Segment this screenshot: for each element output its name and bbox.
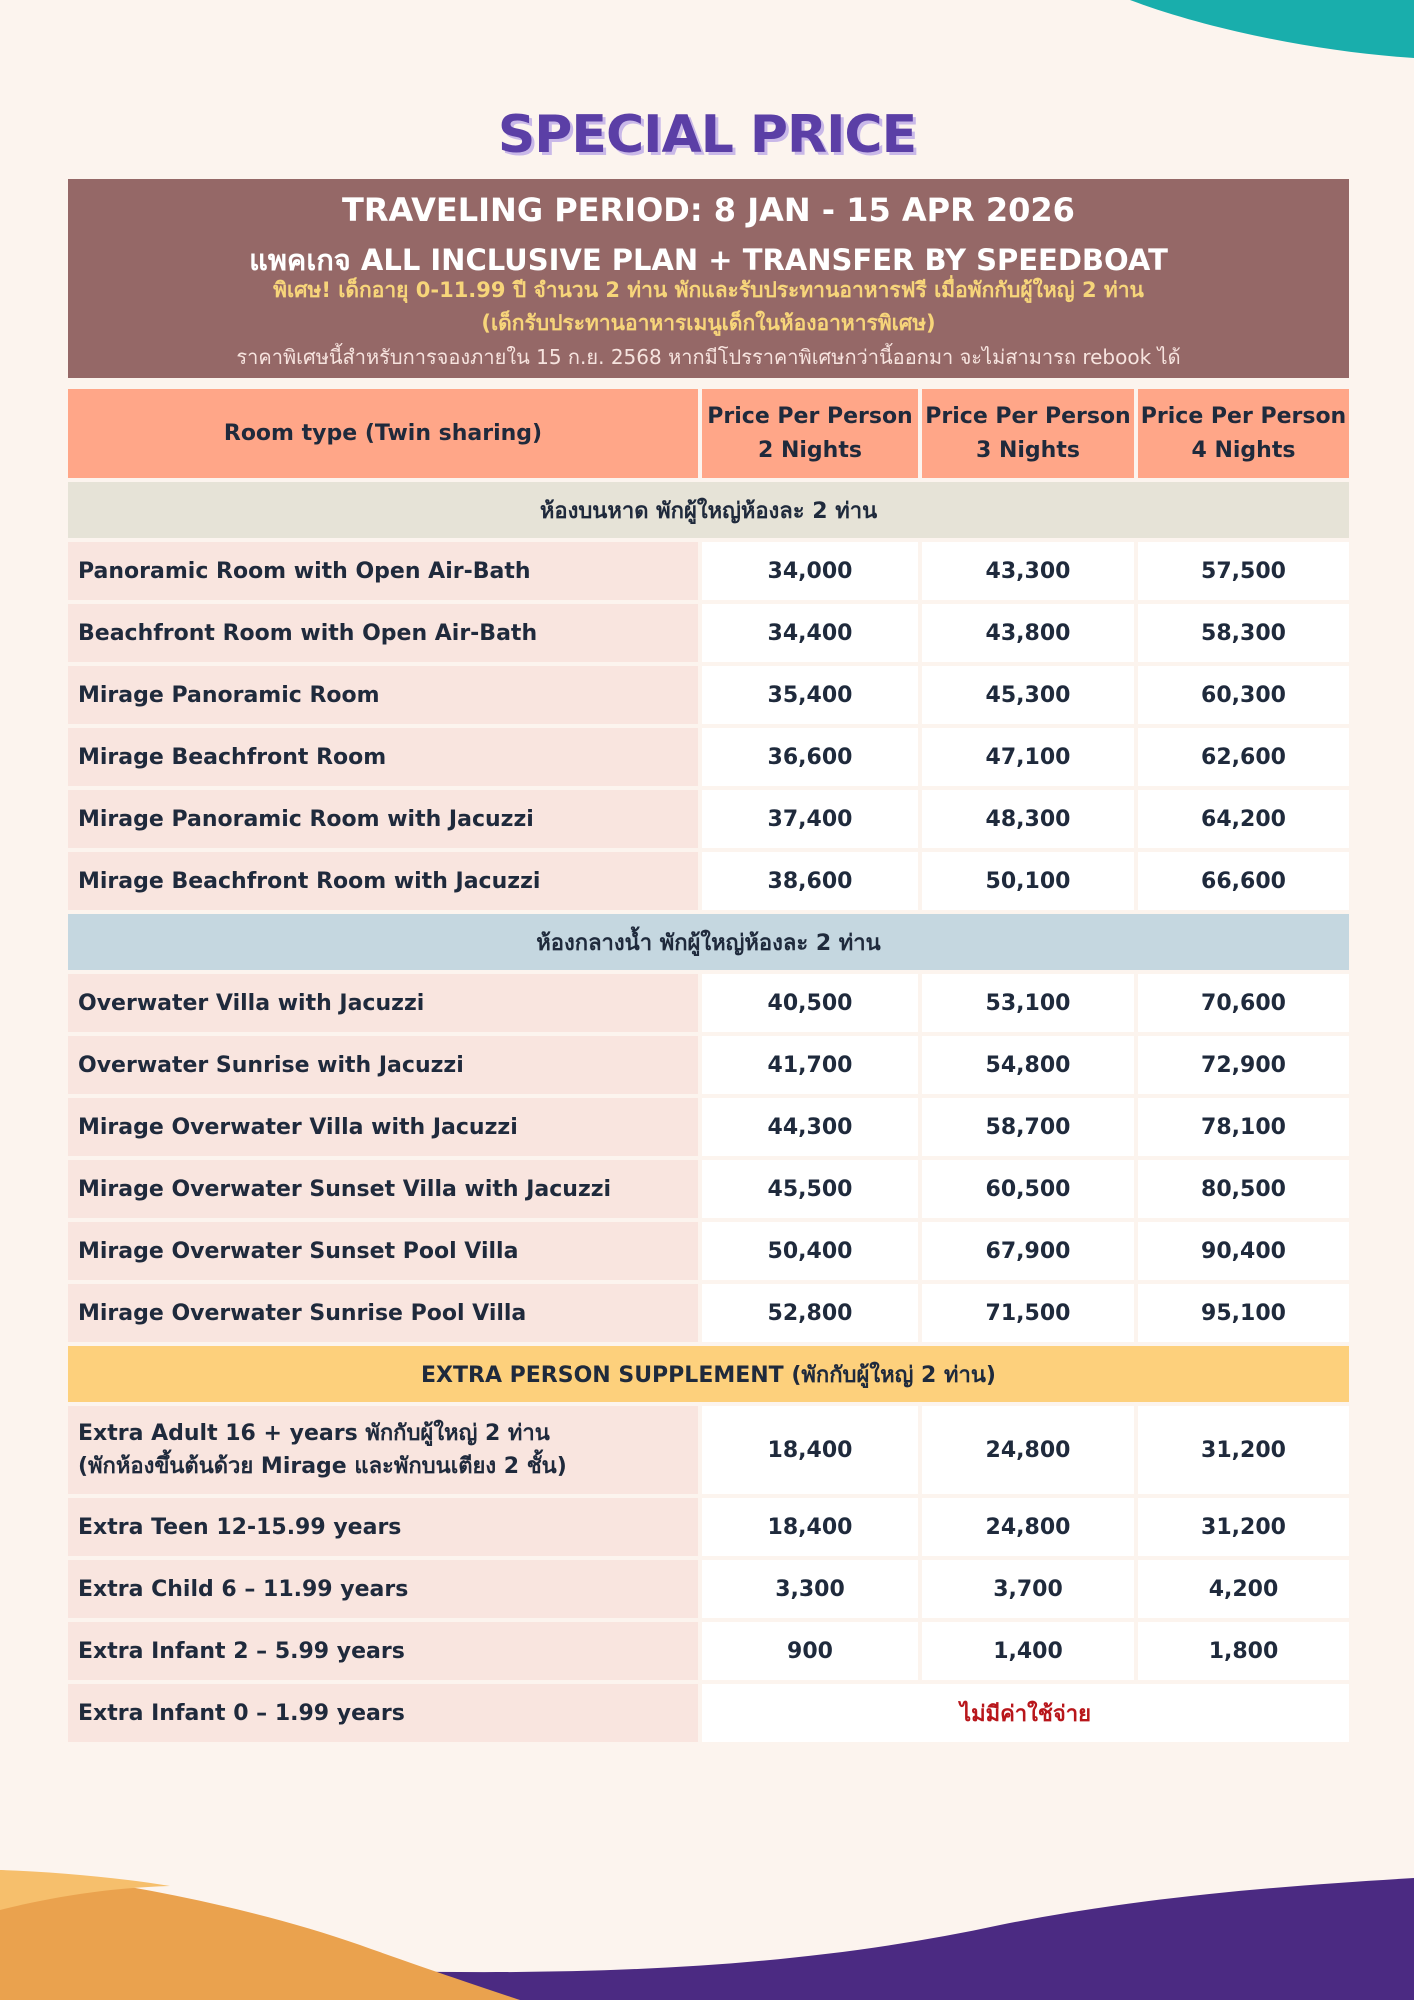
price-3-nights: 71,500 <box>922 1284 1134 1342</box>
room-name: Mirage Overwater Villa with Jacuzzi <box>68 1098 698 1156</box>
header-2-nights <box>702 389 918 478</box>
price-4-nights: 62,600 <box>1138 728 1349 786</box>
room-name: Mirage Panoramic Room with Jacuzzi <box>68 790 698 848</box>
room-name: Mirage Beachfront Room with Jacuzzi <box>68 852 698 910</box>
room-name <box>68 1406 698 1494</box>
price-2-nights: 36,600 <box>702 728 918 786</box>
price-3-nights: 1,400 <box>922 1622 1134 1680</box>
price-4-nights: 58,300 <box>1138 604 1349 662</box>
price-4-nights: 57,500 <box>1138 542 1349 600</box>
price-2-nights: 52,800 <box>702 1284 918 1342</box>
table-row <box>68 604 1349 662</box>
section-beach-rooms: ห้องบนหาด พักผู้ใหญ่ห้องละ 2 ท่าน <box>68 482 1349 538</box>
price-4-nights: 64,200 <box>1138 790 1349 848</box>
price-3-nights: 43,800 <box>922 604 1134 662</box>
table-row <box>68 1498 1349 1556</box>
table-row <box>68 728 1349 786</box>
header-4-nights-line1: Price Per Person <box>1140 403 1347 429</box>
price-2-nights: 38,600 <box>702 852 918 910</box>
special-offer-note: (เด็กรับประทานอาหารเมนูเด็กในห้องอาหารพิเศษ) <box>481 311 936 335</box>
table-row <box>68 1622 1349 1680</box>
table-row <box>68 666 1349 724</box>
room-name: Extra Teen 12-15.99 years <box>68 1498 698 1556</box>
header-3-nights-line2: 3 Nights <box>976 437 1080 463</box>
header-3-nights <box>922 389 1134 478</box>
price-4-nights: 70,600 <box>1138 974 1349 1032</box>
room-name-line2: (พักห้องขึ้นต้นด้วย Mirage และพักบนเตียง 2 ชั้น) <box>78 1454 567 1479</box>
price-2-nights: 45,500 <box>702 1160 918 1218</box>
room-name: Mirage Panoramic Room <box>68 666 698 724</box>
room-name-line1: Extra Adult 16 + years พักกับผู้ใหญ่ 2 ท่าน <box>78 1421 550 1446</box>
section-overwater-rooms: ห้องกลางน้ำ พักผู้ใหญ่ห้องละ 2 ท่าน <box>68 914 1349 970</box>
room-name: Extra Infant 0 – 1.99 years <box>68 1684 698 1742</box>
header-3-nights-line1: Price Per Person <box>925 403 1131 429</box>
price-4-nights: 90,400 <box>1138 1222 1349 1280</box>
price-2-nights: 44,300 <box>702 1098 918 1156</box>
header-2-nights-line1: Price Per Person <box>707 403 913 429</box>
price-2-nights: 37,400 <box>702 790 918 848</box>
price-3-nights: 24,800 <box>922 1406 1134 1494</box>
table-row <box>68 1284 1349 1342</box>
price-4-nights: 78,100 <box>1138 1098 1349 1156</box>
table-header-row <box>68 389 1349 478</box>
booking-condition-note: ราคาพิเศษนี้สำหรับการจองภายใน 15 ก.ย. 2568 หากมีโปรราคาพิเศษกว่านี้ออกมา จะไม่สามารถ rebook ได้ <box>236 345 1181 369</box>
price-2-nights: 34,400 <box>702 604 918 662</box>
price-3-nights: 3,700 <box>922 1560 1134 1618</box>
room-name: Panoramic Room with Open Air-Bath <box>68 542 698 600</box>
price-2-nights: 3,300 <box>702 1560 918 1618</box>
room-name: Mirage Overwater Sunset Pool Villa <box>68 1222 698 1280</box>
room-name: Mirage Overwater Sunset Villa with Jacuzzi <box>68 1160 698 1218</box>
price-2-nights: 18,400 <box>702 1406 918 1494</box>
price-2-nights: 40,500 <box>702 974 918 1032</box>
table-row <box>68 1098 1349 1156</box>
room-name: Mirage Beachfront Room <box>68 728 698 786</box>
price-3-nights: 47,100 <box>922 728 1134 786</box>
table-row <box>68 1560 1349 1618</box>
price-3-nights: 48,300 <box>922 790 1134 848</box>
table-row <box>68 1222 1349 1280</box>
header-room-type: Room type (Twin sharing) <box>68 389 698 478</box>
room-name: Extra Child 6 – 11.99 years <box>68 1560 698 1618</box>
price-3-nights: 67,900 <box>922 1222 1134 1280</box>
header-2-nights-line2: 2 Nights <box>758 437 862 463</box>
price-4-nights: 80,500 <box>1138 1160 1349 1218</box>
price-3-nights: 43,300 <box>922 542 1134 600</box>
price-4-nights: 31,200 <box>1138 1498 1349 1556</box>
price-4-nights: 72,900 <box>1138 1036 1349 1094</box>
page-title: SPECIAL PRICE <box>497 105 917 165</box>
table-row <box>68 974 1349 1032</box>
price-3-nights: 50,100 <box>922 852 1134 910</box>
header-4-nights-line2: 4 Nights <box>1191 437 1296 463</box>
room-name: Overwater Villa with Jacuzzi <box>68 974 698 1032</box>
price-3-nights: 45,300 <box>922 666 1134 724</box>
price-4-nights: 4,200 <box>1138 1560 1349 1618</box>
room-name: Beachfront Room with Open Air-Bath <box>68 604 698 662</box>
travel-period-banner <box>68 179 1349 378</box>
price-3-nights: 53,100 <box>922 974 1134 1032</box>
table-row <box>68 1684 1349 1742</box>
package-text: แพคเกจ ALL INCLUSIVE PLAN + TRANSFER BY SPEEDBOAT <box>249 243 1168 277</box>
table-row <box>68 852 1349 910</box>
price-4-nights: 31,200 <box>1138 1406 1349 1494</box>
header-4-nights <box>1138 389 1349 478</box>
price-4-nights: 66,600 <box>1138 852 1349 910</box>
table-row <box>68 790 1349 848</box>
price-2-nights: 34,000 <box>702 542 918 600</box>
price-3-nights: 54,800 <box>922 1036 1134 1094</box>
price-4-nights: 1,800 <box>1138 1622 1349 1680</box>
table-row <box>68 1160 1349 1218</box>
table-row <box>68 1406 1349 1494</box>
section-extra-person: EXTRA PERSON SUPPLEMENT (พักกับผู้ใหญ่ 2 ท่าน) <box>68 1346 1349 1402</box>
teal-wave-shape <box>1130 0 1414 58</box>
price-2-nights: 50,400 <box>702 1222 918 1280</box>
price-2-nights: 18,400 <box>702 1498 918 1556</box>
room-name: Mirage Overwater Sunrise Pool Villa <box>68 1284 698 1342</box>
table-row <box>68 542 1349 600</box>
price-4-nights: 60,300 <box>1138 666 1349 724</box>
price-2-nights: 35,400 <box>702 666 918 724</box>
price-2-nights: 41,700 <box>702 1036 918 1094</box>
price-3-nights: 24,800 <box>922 1498 1134 1556</box>
price-3-nights: 58,700 <box>922 1098 1134 1156</box>
travel-period-text: TRAVELING PERIOD: 8 JAN - 15 APR 2026 <box>342 191 1075 229</box>
room-name: Overwater Sunrise with Jacuzzi <box>68 1036 698 1094</box>
price-3-nights: 60,500 <box>922 1160 1134 1218</box>
special-offer-text: พิเศษ! เด็กอายุ 0-11.99 ปี จำนวน 2 ท่าน พักและรับประทานอาหารฟรี เมื่อพักกับผู้ใหญ่ 2 ท่าน <box>273 278 1144 302</box>
table-row <box>68 1036 1349 1094</box>
price-4-nights: 95,100 <box>1138 1284 1349 1342</box>
price-table <box>68 389 1349 1746</box>
price-2-nights: 900 <box>702 1622 918 1680</box>
room-name: Extra Infant 2 – 5.99 years <box>68 1622 698 1680</box>
free-of-charge-label: ไม่มีค่าใช้จ่าย <box>702 1684 1349 1742</box>
